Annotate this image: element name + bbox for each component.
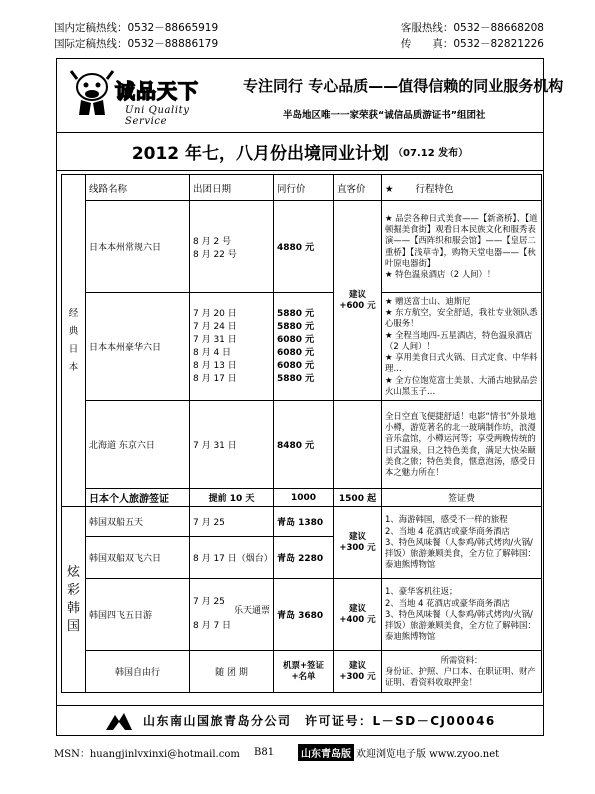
page-title-row xyxy=(57,133,543,171)
msn-contact: MSN：huangjinlvxinxi@hotmail.com xyxy=(54,749,240,760)
peer-price: 4880 元 xyxy=(274,201,334,293)
header-peer-price: 同行价 xyxy=(274,175,334,201)
tour-dates: 7 月 25 乐天通票 8 月 7 日 xyxy=(190,579,274,651)
table-row xyxy=(62,401,542,489)
page-title: 2012 年七，八月份出境同业计划 xyxy=(131,144,390,164)
tour-dates: 7 月 31 日 xyxy=(190,401,274,489)
table-row xyxy=(62,507,542,537)
direct-price: 建议 +300 元 xyxy=(334,651,382,693)
header-row xyxy=(62,175,542,201)
tour-features: ★ 赠送富士山、迪斯尼 ★ 东方航空，安全舒适，我社专业领队悉心服务！ ★ 全程当地四-五星酒店，特色温泉酒店（2 人间）！ ★ 享用美食日式火锅、日式定食、中华料理… ★ 全方位饱览富士美景、大涌古地狱品尝火山黑玉子… xyxy=(382,293,542,401)
fax-number: 传 真：0532－82821226 xyxy=(400,38,544,50)
route-name: 北海道 东京六日 xyxy=(86,401,190,489)
document-frame xyxy=(56,58,564,736)
tour-features: 全日空直飞便捷舒适！电影“情书”外景地小樽，游览著名的北一玻璃制作坊，浪漫音乐盒馆，小樽运河等；享受两晚传统的日式温泉，日之特色美食，满足大快朵颐美食之旅；特色美食，惬意泡汤，感受日本之魅力所在！ xyxy=(382,401,542,489)
banner xyxy=(57,59,564,133)
travel-plan-table xyxy=(61,174,542,693)
brand-logo xyxy=(65,65,233,125)
service-hotline: 客服热线：0532－88668208 xyxy=(400,22,544,34)
peer-price: 青岛 1380 xyxy=(274,507,334,537)
tour-features: 1、豪华客机往返； 2、当地 4 花酒店或豪华商务酒店 3、特色风味餐（人参鸡/韩式烤肉/火锅/拌饭）旅游兼顾美食，全方位了解韩国：泰迪熊博物馆 xyxy=(382,579,542,651)
page-number: B81 xyxy=(254,747,275,758)
region-japan: 经 典 日 本 xyxy=(62,175,86,507)
table-row xyxy=(62,579,542,651)
release-date: （07.12 发布） xyxy=(393,148,469,159)
hotlines xyxy=(54,20,544,52)
tour-dates: 7 月 20 日 7 月 24 日 7 月 31 日 8 月 4 日 8 月 13 日 8 月 17 日 xyxy=(190,293,274,401)
slogan: 专注同行 专心品质——值得信赖的同业服务机构 xyxy=(243,77,564,95)
company-license: 山东南山国旅青岛分公司 许可证号：L－SD－CJ00046 xyxy=(143,714,496,728)
tour-features: ★ 品尝各种日式美食——【新斋桥】、【道顿掘美食街】观看日本民族文化和服秀表演——【西阵织和服会馆】——【皇居二重桥】【浅草寺】，购物天堂电器——【秋叶原电器街】 ★ 特色温泉酒店（2 人间）！ xyxy=(382,201,542,293)
peer-price: 8480 元 xyxy=(274,401,334,489)
peer-price: 青岛 3680 xyxy=(274,579,334,651)
visa-peer-price: 1000 xyxy=(274,489,334,507)
table-row xyxy=(62,651,542,693)
tour-features: 所需资料： 身份证、护照、户口本、在职证明、财产证明、看资料收取押金！ xyxy=(382,651,542,693)
route-name: 韩国双船双飞六日 xyxy=(86,537,190,579)
direct-price: 建议 +300 元 xyxy=(334,507,382,579)
route-name: 韩国四飞五日游 xyxy=(86,579,190,651)
visa-name: 日本个人旅游签证 xyxy=(86,489,190,507)
website-promo: 欢迎浏览电子版 www.zyoo.net xyxy=(356,749,500,760)
brand-name: 诚品天下 xyxy=(115,79,199,103)
tour-dates: 7 月 25 xyxy=(190,507,274,537)
direct-price: 建议 +400 元 xyxy=(334,579,382,651)
page-bottom xyxy=(54,744,544,761)
lotte-pass-note: 乐天通票 xyxy=(233,606,270,616)
direct-price xyxy=(334,401,382,489)
route-name: 韩国自由行 xyxy=(86,651,190,693)
tour-dates: 8 月 2 号 8 月 22 号 xyxy=(190,201,274,293)
tour-dates: 随 团 期 xyxy=(190,651,274,693)
domestic-hotline: 国内定稿热线：0532－88665919 xyxy=(54,22,219,34)
region-korea: 炫 彩 韩 国 xyxy=(62,507,86,693)
slogan-subtitle: 半岛地区唯一一家荣获“诚信品质游证书”组团社 xyxy=(283,110,486,121)
header-date: 出团日期 xyxy=(190,175,274,201)
intl-hotline: 国际定稿热线：0532－88886179 xyxy=(54,38,219,50)
peer-price: 5880 元 5880 元 6080 元 6080 元 6080 元 5880 元 xyxy=(274,293,334,401)
visa-fee-label: 签证费 xyxy=(382,489,542,507)
tour-features: 1、海游韩国，感受不一样的旅程 2、当地 4 花酒店或豪华商务酒店 3、特色风味餐（人参鸡/韩式烤肉/火锅/拌饭）旅游兼顾美食，全方位了解韩国：泰迪熊博物馆 xyxy=(382,507,542,579)
route-name: 日本本州常规六日 xyxy=(86,201,190,293)
bull-mascot-icon xyxy=(69,67,115,119)
table-row xyxy=(62,201,542,293)
visa-lead-time: 提前 10 天 xyxy=(190,489,274,507)
mountain-logo-icon xyxy=(105,711,133,731)
header-route: 线路名称 xyxy=(86,175,190,201)
visa-row xyxy=(62,489,542,507)
brand-english: Uni Quality Service xyxy=(125,105,190,127)
peer-price: 机票+签证+名单 xyxy=(274,651,334,693)
route-name: 日本本州豪华六日 xyxy=(86,293,190,401)
tour-dates: 8 月 17 日（烟台） xyxy=(190,537,274,579)
visa-direct-price: 1500 起 xyxy=(334,489,382,507)
route-name: 韩国双船五天 xyxy=(86,507,190,537)
company-footer xyxy=(57,705,543,735)
table-row xyxy=(62,293,542,401)
peer-price: 青岛 2280 xyxy=(274,537,334,579)
edition-badge: 山东青岛版 xyxy=(298,744,354,761)
header-feature: ★ 行程特色 xyxy=(382,175,542,201)
header-direct-price: 直客价 xyxy=(334,175,382,201)
direct-price: 建议 +600 元 xyxy=(334,201,382,401)
